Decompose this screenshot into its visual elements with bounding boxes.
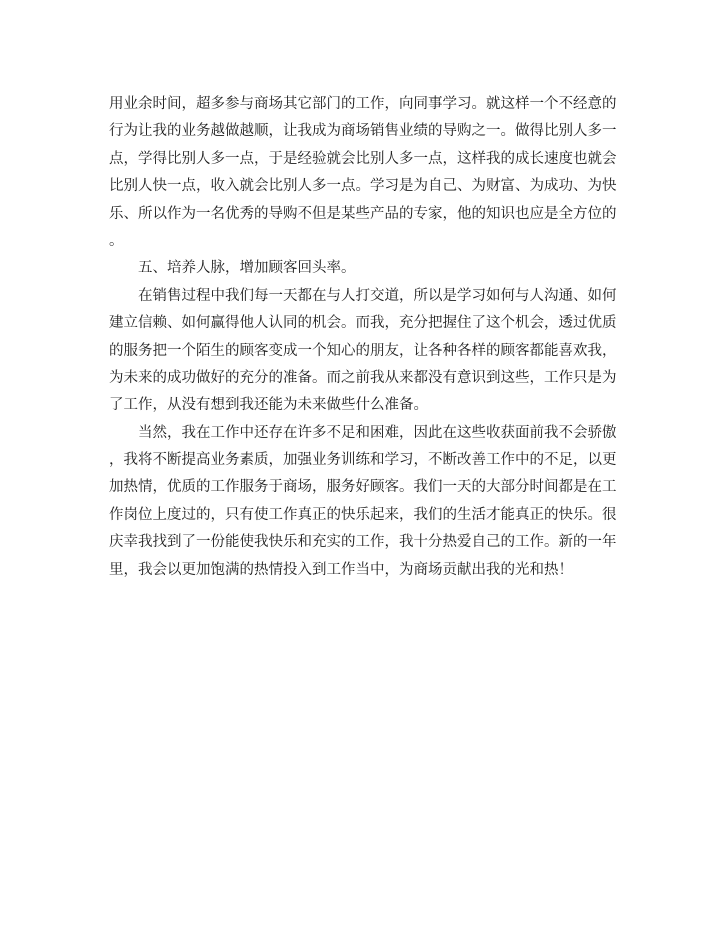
paragraph-2 — [109, 255, 612, 282]
text-line: 行为让我的业务越做越顺，让我成为商场销售业绩的导购之一。做得比别人多一 — [109, 123, 617, 140]
text-line: 点，学得比别人多一点，于是经验就会比别人多一点，这样我的成长速度也就会 — [109, 150, 617, 167]
text-line: 建立信赖、如何赢得他人认同的机会。而我，充分把握住了这个机会，透过优质 — [109, 315, 617, 332]
text-line: 了工作，从没有想到我还能为未来做些什么准备。 — [109, 397, 428, 414]
text-line: ，我将不断提高业务素质，加强业务训练和学习，不断改善工作中的不足，以更 — [109, 452, 617, 469]
text-line: 的服务把一个陌生的顾客变成一个知心的朋友，让各种各样的顾客都能喜欢我， — [109, 342, 617, 359]
text-line: 乐、所以作为一名优秀的导购不但是某些产品的专家，他的知识也应是全方位的 — [109, 205, 617, 222]
text-line: 比别人快一点，收入就会比别人多一点。学习是为自己、为财富、为成功、为快 — [109, 178, 617, 195]
text-line: 加热情，优质的工作服务于商场，服务好顾客。我们一天的大部分时间都是在工 — [109, 479, 617, 496]
text-line: 。 — [109, 232, 124, 249]
section-heading: 五、培养人脉，增加顾客回头率。 — [138, 260, 356, 277]
text-line: 里，我会以更加饱满的热情投入到工作当中，为商场贡献出我的光和热！ — [109, 561, 573, 578]
document-body — [109, 91, 617, 584]
text-line: 用业余时间，超多参与商场其它部门的工作，向同事学习。就这样一个不经意的 — [109, 96, 617, 112]
text-line: 当然，我在工作中还存在许多不足和困难，因此在这些收获面前我不会骄傲 — [138, 424, 617, 441]
paragraph-1 — [109, 91, 617, 255]
paragraph-4 — [109, 420, 617, 584]
text-line: 为未来的成功做好的充分的准备。而之前我从来都没有意识到这些，工作只是为 — [109, 369, 617, 386]
text-line: 作岗位上度过的，只有使工作真正的快乐起来，我们的生活才能真正的快乐。很 — [109, 506, 617, 523]
text-line: 庆幸我找到了一份能使我快乐和充实的工作，我十分热爱自己的工作。新的一年 — [109, 534, 617, 551]
text-line: 在销售过程中我们每一天都在与人打交道，所以是学习如何与人沟通、如何 — [138, 287, 617, 304]
paragraph-3 — [109, 283, 617, 420]
